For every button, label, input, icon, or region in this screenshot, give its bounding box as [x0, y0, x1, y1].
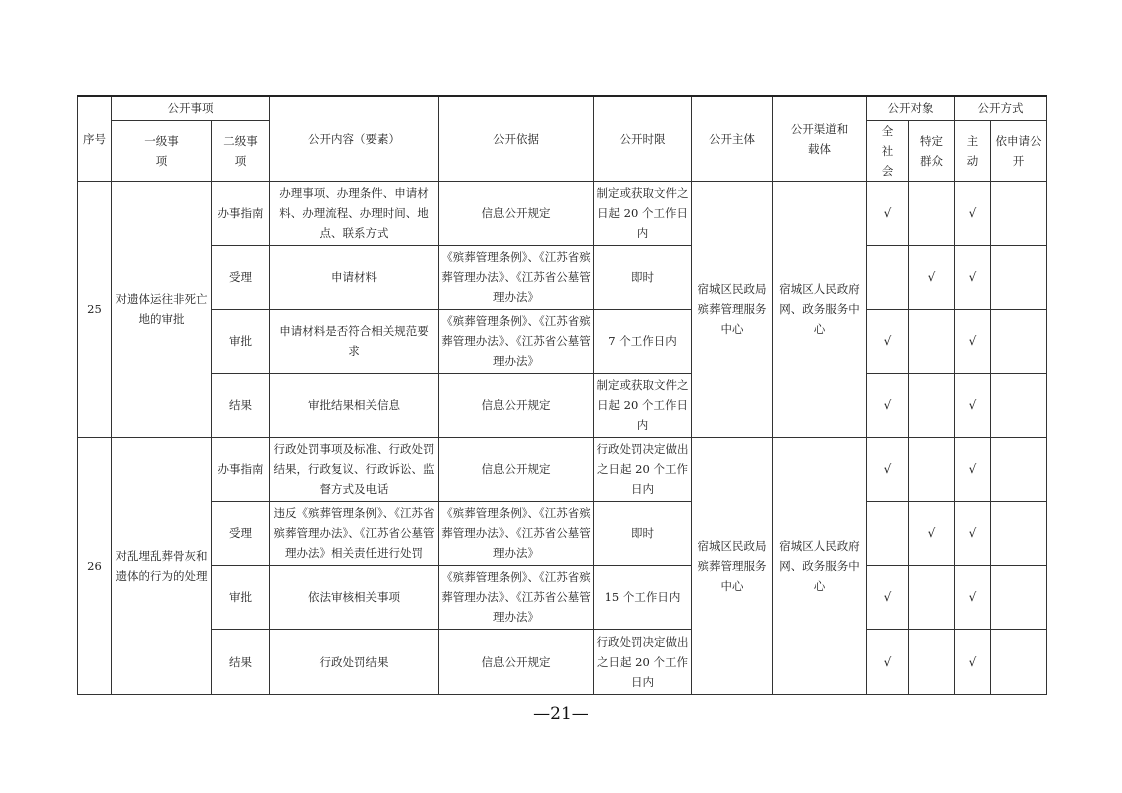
- row-content: 违反《殡葬管理条例》、《江苏省殡葬管理办法》、《江苏省公墓管理办法》相关责任进行处罚: [270, 501, 439, 565]
- row-seq: 26: [78, 437, 112, 694]
- row-time-limit: 行政处罚决定做出之日起 20 个工作日内: [594, 629, 692, 694]
- header-method-group: 公开方式: [955, 96, 1047, 120]
- row-level2: 审批: [212, 565, 270, 629]
- row-basis: 信息公开规定: [439, 629, 594, 694]
- check-specific: √: [909, 501, 955, 565]
- row-basis: 《殡葬管理条例》、《江苏省殡葬管理办法》、《江苏省公墓管理办法》: [439, 565, 594, 629]
- row-seq: 25: [78, 181, 112, 437]
- check-specific: [909, 181, 955, 245]
- header-seq: 序号: [78, 96, 112, 181]
- row-time-limit: 制定或获取文件之日起 20 个工作日内: [594, 181, 692, 245]
- table-row: [78, 501, 1047, 565]
- row-level1: 对乱埋乱葬骨灰和遗体的行为的处理: [112, 437, 212, 694]
- table-row: [78, 309, 1047, 373]
- row-level2: 结果: [212, 629, 270, 694]
- row-content: 申请材料: [270, 245, 439, 309]
- table-row: [78, 565, 1047, 629]
- row-channel: 宿城区人民政府网、政务服务中心: [773, 181, 867, 437]
- check-specific: [909, 437, 955, 501]
- header-subject: 公开主体: [692, 96, 773, 181]
- check-all: √: [867, 437, 909, 501]
- row-basis: 《殡葬管理条例》、《江苏省殡葬管理办法》、《江苏省公墓管理办法》: [439, 501, 594, 565]
- check-active: √: [955, 629, 991, 694]
- check-specific: √: [909, 245, 955, 309]
- check-on-request: [991, 629, 1047, 694]
- row-channel: 宿城区人民政府网、政务服务中心: [773, 437, 867, 694]
- check-all: √: [867, 309, 909, 373]
- check-active: √: [955, 245, 991, 309]
- row-level2: 办事指南: [212, 181, 270, 245]
- row-basis: 《殡葬管理条例》、《江苏省殡葬管理办法》、《江苏省公墓管理办法》: [439, 309, 594, 373]
- check-active: √: [955, 309, 991, 373]
- check-all: [867, 245, 909, 309]
- check-on-request: [991, 565, 1047, 629]
- row-time-limit: 行政处罚决定做出之日起 20 个工作日内: [594, 437, 692, 501]
- row-content: 办理事项、办理条件、申请材料、办理流程、办理时间、地点、联系方式: [270, 181, 439, 245]
- check-all: √: [867, 565, 909, 629]
- row-content: 审批结果相关信息: [270, 373, 439, 437]
- header-level1: 一级事项: [112, 120, 212, 181]
- disclosure-table: [77, 95, 1047, 695]
- page-number: —21—: [533, 704, 589, 724]
- row-level2: 审批: [212, 309, 270, 373]
- row-time-limit: 15 个工作日内: [594, 565, 692, 629]
- check-active: √: [955, 501, 991, 565]
- check-specific: [909, 373, 955, 437]
- table-row: [78, 245, 1047, 309]
- check-all: [867, 501, 909, 565]
- header-channel: 公开渠道和载体: [773, 96, 867, 181]
- check-all: √: [867, 629, 909, 694]
- row-level2: 结果: [212, 373, 270, 437]
- header-target-all: 全社会: [867, 120, 909, 181]
- header-level2: 二级事项: [212, 120, 270, 181]
- table-row: [78, 629, 1047, 694]
- row-level2: 办事指南: [212, 437, 270, 501]
- check-all: √: [867, 181, 909, 245]
- row-basis: 信息公开规定: [439, 181, 594, 245]
- check-active: √: [955, 565, 991, 629]
- row-content: 行政处罚结果: [270, 629, 439, 694]
- header-items-group: 公开事项: [112, 96, 270, 120]
- check-specific: [909, 309, 955, 373]
- row-content: 申请材料是否符合相关规范要求: [270, 309, 439, 373]
- check-active: √: [955, 373, 991, 437]
- check-specific: [909, 629, 955, 694]
- row-basis: 《殡葬管理条例》、《江苏省殡葬管理办法》、《江苏省公墓管理办法》: [439, 245, 594, 309]
- check-specific: [909, 565, 955, 629]
- header-target-specific: 特定群众: [909, 120, 955, 181]
- row-level1: 对遗体运往非死亡地的审批: [112, 181, 212, 437]
- table-row: [78, 181, 1047, 245]
- table-row: [78, 373, 1047, 437]
- row-level2: 受理: [212, 245, 270, 309]
- check-all: √: [867, 373, 909, 437]
- check-on-request: [991, 437, 1047, 501]
- check-active: √: [955, 437, 991, 501]
- row-time-limit: 制定或获取文件之日起 20 个工作日内: [594, 373, 692, 437]
- row-subject: 宿城区民政局殡葬管理服务中心: [692, 437, 773, 694]
- check-on-request: [991, 181, 1047, 245]
- row-time-limit: 7 个工作日内: [594, 309, 692, 373]
- check-on-request: [991, 501, 1047, 565]
- row-basis: 信息公开规定: [439, 373, 594, 437]
- header-basis: 公开依据: [439, 96, 594, 181]
- row-content: 依法审核相关事项: [270, 565, 439, 629]
- header-time-limit: 公开时限: [594, 96, 692, 181]
- header-method-active: 主动: [955, 120, 991, 181]
- check-on-request: [991, 309, 1047, 373]
- row-subject: 宿城区民政局殡葬管理服务中心: [692, 181, 773, 437]
- header-method-on-request: 依申请公开: [991, 120, 1047, 181]
- row-level2: 受理: [212, 501, 270, 565]
- check-on-request: [991, 245, 1047, 309]
- row-time-limit: 即时: [594, 501, 692, 565]
- check-on-request: [991, 373, 1047, 437]
- row-basis: 信息公开规定: [439, 437, 594, 501]
- row-time-limit: 即时: [594, 245, 692, 309]
- row-content: 行政处罚事项及标准、行政处罚结果，行政复议、行政诉讼、监督方式及电话: [270, 437, 439, 501]
- header-target-group: 公开对象: [867, 96, 955, 120]
- header-content: 公开内容（要素）: [270, 96, 439, 181]
- table-row: [78, 437, 1047, 501]
- check-active: √: [955, 181, 991, 245]
- header-row-1: [78, 96, 1047, 120]
